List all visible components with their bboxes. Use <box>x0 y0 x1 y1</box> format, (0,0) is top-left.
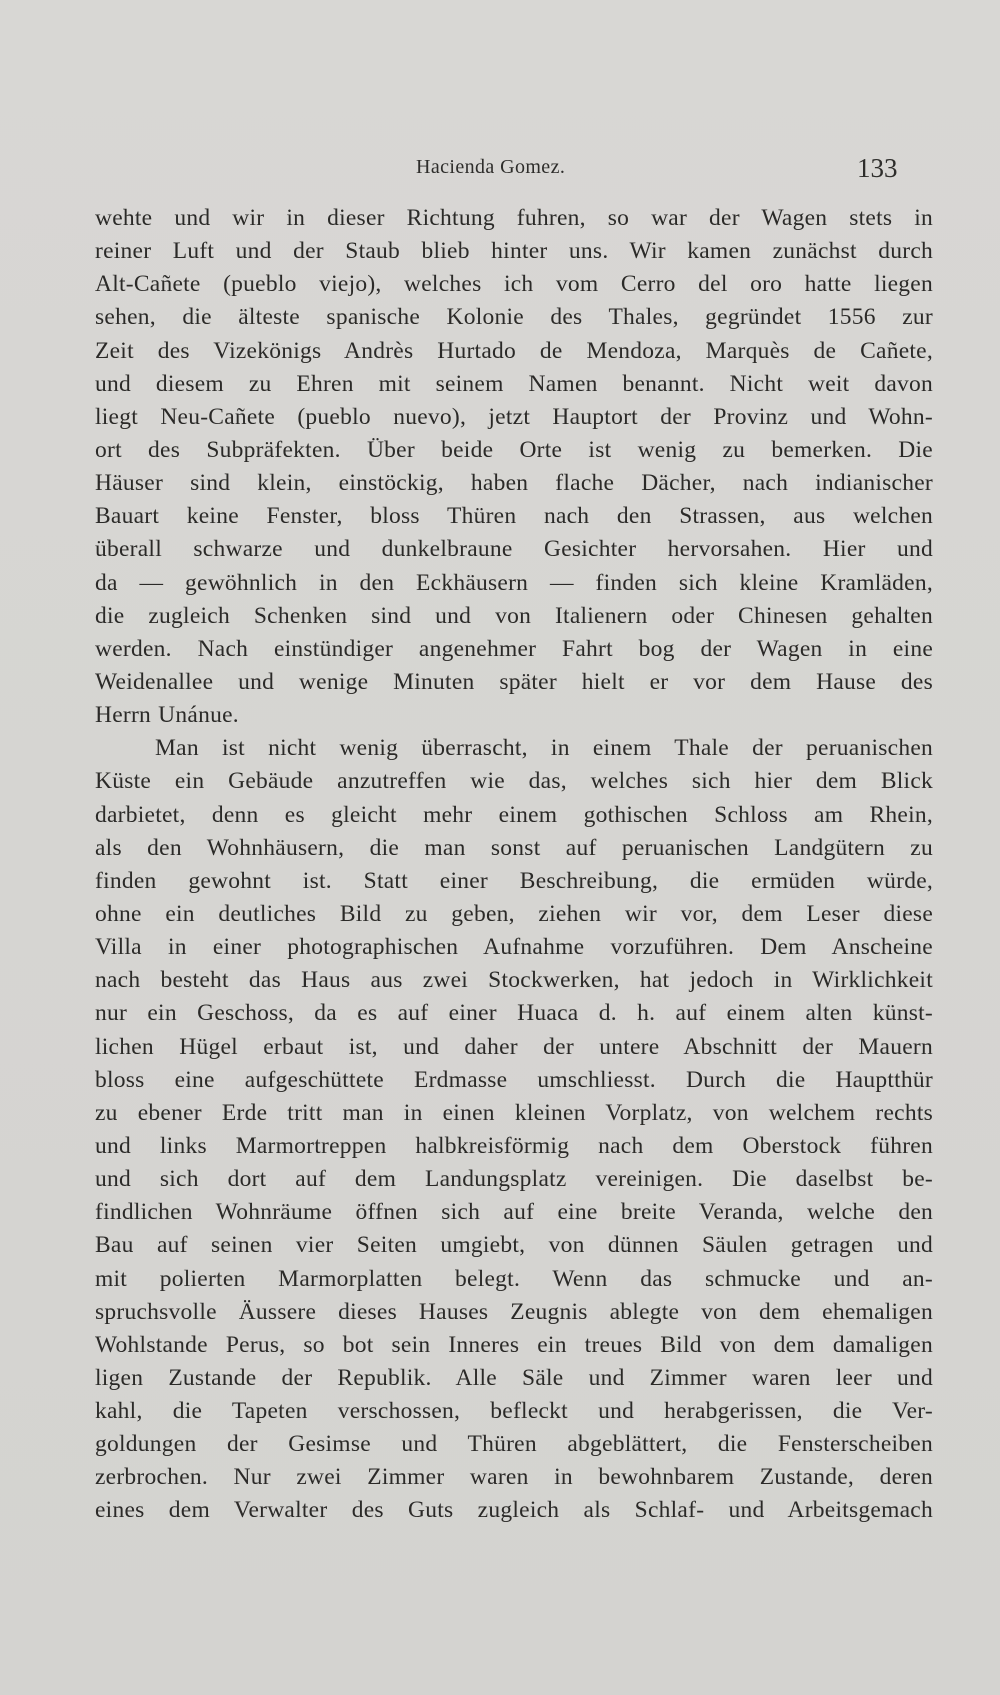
text-line: mit polierten Marmorplatten belegt. Wenn das schmucke und an- <box>95 1265 933 1292</box>
text-line: Wohlstande Perus, so bot sein Inneres ein treues Bild von dem damaligen <box>95 1331 933 1358</box>
text-line: und links Marmortreppen halbkreisförmig nach dem Oberstock führen <box>95 1132 933 1159</box>
text-line: findlichen Wohnräume öffnen sich auf eine breite Veranda, welche den <box>95 1199 933 1226</box>
text-line: und sich dort auf dem Landungsplatz vereinigen. Die daselbst be- <box>95 1166 933 1193</box>
text-line: darbietet, denn es gleicht mehr einem gothischen Schloss am Rhein, <box>95 801 933 828</box>
text-line: da — gewöhnlich in den Eckhäusern — finden sich kleine Kramläden, <box>95 569 933 596</box>
text-line: Zeit des Vizekönigs Andrès Hurtado de Mendoza, Marquès de Cañete, <box>95 337 933 364</box>
text-line: Häuser sind klein, einstöckig, haben flache Dächer, nach indianischer <box>95 470 933 497</box>
text-line: nur ein Geschoss, da es auf einer Huaca d. h. auf einem alten künst- <box>95 1000 933 1027</box>
text-line: reiner Luft und der Staub blieb hinter uns. Wir kamen zunächst durch <box>95 238 933 265</box>
running-head: Hacienda Gomez. <box>416 156 566 178</box>
text-line: als den Wohnhäusern, die man sonst auf peruanischen Landgütern zu <box>95 834 933 861</box>
text-line: finden gewohnt ist. Statt einer Beschreibung, die ermüden würde, <box>95 867 933 894</box>
text-line: zerbrochen. Nur zwei Zimmer waren in bewohnbarem Zustande, deren <box>95 1464 933 1491</box>
text-line: ohne ein deutliches Bild zu geben, ziehen wir vor, dem Leser diese <box>95 900 933 927</box>
text-line: Bauart keine Fenster, bloss Thüren nach den Strassen, aus welchen <box>95 503 933 530</box>
text-line: ort des Subpräfekten. Über beide Orte ist wenig zu bemerken. Die <box>95 436 933 463</box>
text-line: zu ebener Erde tritt man in einen kleinen Vorplatz, von welchem rechts <box>95 1099 933 1126</box>
text-line: kahl, die Tapeten verschossen, befleckt und herabgerissen, die Ver- <box>95 1398 933 1425</box>
body-text <box>95 202 933 1528</box>
text-line: nach besteht das Haus aus zwei Stockwerken, hat jedoch in Wirklichkeit <box>95 967 933 994</box>
page-number: 133 <box>857 153 898 183</box>
text-line: Küste ein Gebäude anzutreffen wie das, welches sich hier dem Blick <box>95 768 933 795</box>
text-line: liegt Neu-Cañete (pueblo nuevo), jetzt Hauptort der Provinz und Wohn- <box>95 403 933 430</box>
text-line: Villa in einer photographischen Aufnahme vorzuführen. Dem Anscheine <box>95 934 933 961</box>
text-line: wehte und wir in dieser Richtung fuhren, so war der Wagen stets in <box>95 205 933 231</box>
text-line: Alt-Cañete (pueblo viejo), welches ich vom Cerro del oro hatte liegen <box>95 271 933 298</box>
paragraph-first-line: Man ist nicht wenig überrascht, in einem Thale der peruanischen <box>155 735 933 762</box>
text-line: überall schwarze und dunkelbraune Gesichter hervorsahen. Hier und <box>95 536 933 563</box>
text-line: sehen, die älteste spanische Kolonie des Thales, gegründet 1556 zur <box>95 304 933 331</box>
text-line: ligen Zustande der Republik. Alle Säle und Zimmer waren leer und <box>95 1364 933 1391</box>
text-line: die zugleich Schenken sind und von Italienern oder Chinesen gehalten <box>95 602 933 629</box>
text-line: eines dem Verwalter des Guts zugleich als Schlaf- und Arbeitsgemach <box>95 1497 933 1524</box>
text-line: Herrn Unánue. <box>95 702 239 729</box>
text-line: und diesem zu Ehren mit seinem Namen benannt. Nicht weit davon <box>95 370 933 397</box>
text-line: bloss eine aufgeschüttete Erdmasse umschliesst. Durch die Hauptthür <box>95 1066 933 1093</box>
text-line: lichen Hügel erbaut ist, und daher der untere Abschnitt der Mauern <box>95 1033 933 1060</box>
text-line: Weidenallee und wenige Minuten später hielt er vor dem Hause des <box>95 668 933 695</box>
text-line: spruchsvolle Äussere dieses Hauses Zeugnis ablegte von dem ehemaligen <box>95 1298 933 1325</box>
text-line: werden. Nach einstündiger angenehmer Fahrt bog der Wagen in eine <box>95 635 933 662</box>
text-line: goldungen der Gesimse und Thüren abgeblättert, die Fensterscheiben <box>95 1431 933 1458</box>
text-line: Bau auf seinen vier Seiten umgiebt, von dünnen Säulen getragen und <box>95 1232 933 1259</box>
